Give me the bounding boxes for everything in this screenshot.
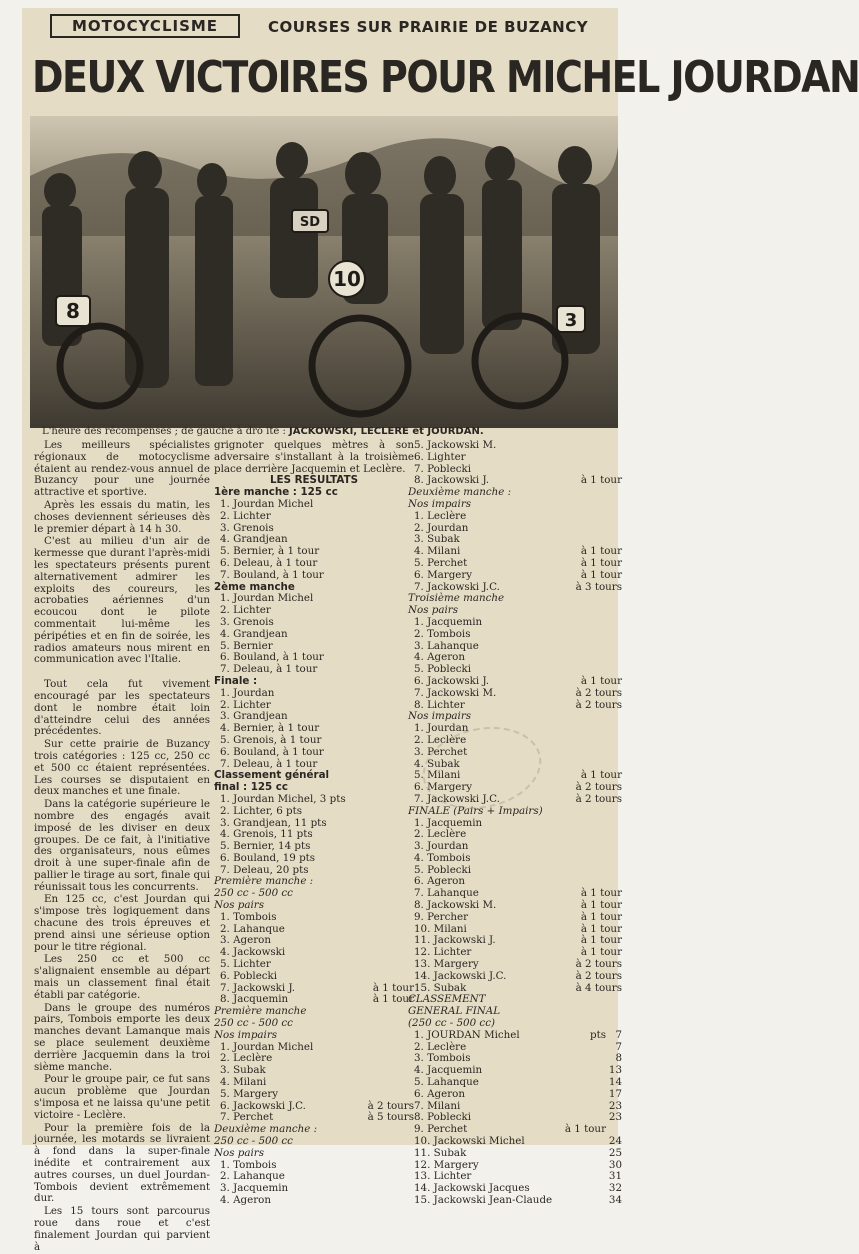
result-name: 3. Subak <box>220 1064 266 1077</box>
result-name: Première manche <box>214 1005 307 1018</box>
standing-unit <box>584 1183 606 1195</box>
result-name: 1. Jourdan Michel, 3 pts <box>220 792 346 805</box>
result-name: 7. Deleau, à 1 tour <box>220 757 318 770</box>
standing-unit <box>584 1065 606 1077</box>
result-name: 8. Lichter <box>414 698 465 711</box>
standing-unit: à 1 tour <box>564 1123 606 1136</box>
result-name: final : 125 cc <box>214 781 289 794</box>
result-row <box>408 570 622 582</box>
result-row <box>214 629 414 641</box>
result-name: 4. Grandjean <box>220 627 288 640</box>
result-name: 10. Milani <box>414 922 467 935</box>
result-gap: à 3 tours <box>575 580 622 593</box>
result-name: 6. Margery <box>414 568 473 581</box>
result-name: 3. Jacquemin <box>220 1182 289 1195</box>
result-gap: à 2 tours <box>575 792 622 805</box>
standing-unit: pts <box>589 1028 606 1041</box>
result-row <box>214 971 414 983</box>
result-name: (250 cc - 500 cc) <box>408 1017 495 1030</box>
result-name: 5. Bernier, à 1 tour <box>220 545 320 558</box>
result-name: 6. Lighter <box>414 450 466 463</box>
result-name: 7. Jackowski J.C. <box>414 792 500 805</box>
result-name: 2. Lahanque <box>220 1170 285 1183</box>
result-name: 4. Milani <box>220 1076 267 1089</box>
standing-name: 14. Jackowski Jacques <box>414 1182 530 1195</box>
plate-number: 10 <box>333 267 361 291</box>
standing-name: 13. Lichter <box>414 1170 472 1183</box>
result-name: 5. Perchet <box>414 556 468 569</box>
result-name: 3. Perchet <box>414 745 468 758</box>
result-row <box>408 912 622 924</box>
result-name: 14. Jackowski J.C. <box>414 969 507 982</box>
standing-points: 23 <box>608 1111 622 1124</box>
standing-unit <box>584 1077 606 1089</box>
result-row <box>408 676 622 688</box>
paragraph: Les 15 tours sont parcourus roue dans roue et c'est finalement Jourdan qui parvient à <box>34 1205 210 1253</box>
standing-points: 25 <box>608 1146 622 1159</box>
result-name: Nos pairs <box>408 604 458 617</box>
result-name: 5. Lichter <box>220 958 271 971</box>
result-row <box>214 794 414 806</box>
result-gap: à 1 tour <box>580 934 622 947</box>
plate-number: 3 <box>564 310 578 331</box>
result-name: 8. Jackowski J. <box>414 474 490 487</box>
article-header <box>22 8 618 42</box>
standing-name: 2. Leclère <box>414 1040 467 1053</box>
result-row <box>214 499 414 511</box>
result-row <box>214 1089 414 1101</box>
article-body <box>22 439 622 1253</box>
result-name: 2. Lahanque <box>220 922 285 935</box>
standing-unit <box>584 1136 606 1148</box>
caption-names: JACKOWSKI, LECLERE et JOURDAN. <box>289 426 484 437</box>
result-name: 1. Jacquemin <box>414 816 483 829</box>
paragraph: Dans le groupe des numéros pairs, Tombois emporte les deux manches devant Lamanque mais se place seulement deuxième derrière Jacquemin dans la troi sième manche. <box>34 1001 210 1073</box>
result-name: 7. Deleau, à 1 tour <box>220 663 318 676</box>
photo-illustration <box>30 116 618 428</box>
result-row <box>408 688 622 700</box>
result-name: 6. Poblecki <box>220 969 278 982</box>
result-name: 12. Lichter <box>414 946 472 959</box>
result-row <box>214 912 414 924</box>
standing-points: 23 <box>608 1099 622 1112</box>
standing-unit <box>584 1089 606 1101</box>
standing-name: 7. Milani <box>414 1099 461 1112</box>
result-name: Nos pairs <box>214 1146 264 1159</box>
paragraph: Sur cette prairie de Buzancy trois catégories : 125 cc, 250 cc et 500 cc étaient représentées. Les courses se disputaient en deux manches et une finale. <box>34 738 210 798</box>
shirt-logo: SD <box>299 215 321 230</box>
result-name: Nos impairs <box>408 497 472 510</box>
result-name: 3. Lahanque <box>414 639 479 652</box>
standing-name: 5. Lahanque <box>414 1076 479 1089</box>
result-name: 1. Jourdan Michel <box>220 1040 314 1053</box>
result-name: 7. Deleau, 20 pts <box>220 863 309 876</box>
result-name: 4. Milani <box>414 545 461 558</box>
results-title: LES RESULTATS <box>269 474 359 487</box>
result-name: 6. Deleau, à 1 tour <box>220 556 318 569</box>
result-gap: à 2 tours <box>575 969 622 982</box>
standing-unit <box>584 1053 606 1065</box>
result-heading <box>214 1148 414 1160</box>
result-name: 250 cc - 500 cc <box>214 1017 293 1030</box>
result-gap: à 1 tour <box>580 568 622 581</box>
result-gap: à 1 tour <box>580 910 622 923</box>
result-gap: à 1 tour <box>580 674 622 687</box>
result-name: 4. Grenois, 11 pts <box>220 828 313 841</box>
result-name: 1. Jourdan Michel <box>220 592 314 605</box>
result-name: 5. Bernier, 14 pts <box>220 840 311 853</box>
result-heading <box>214 676 414 688</box>
paragraph: Les meilleurs spécialistes régionaux de motocyclisme étaient au rendez-vous annuel de Buzancy pour une journée attractive et sportive. <box>34 439 210 499</box>
result-name: CLASSEMENT <box>408 993 486 1006</box>
result-name: 7. Perchet <box>220 1111 274 1124</box>
article-column-1 <box>34 440 210 1254</box>
result-gap: à 1 tour <box>580 922 622 935</box>
result-name: 3. Grenois <box>220 615 274 628</box>
result-row <box>408 511 622 523</box>
result-name: 3. Grenois <box>220 521 274 534</box>
paragraph: Les 250 cc et 500 cc s'alignaient ensemble au départ mais un classement final était établi par catégorie. <box>34 953 210 1001</box>
result-gap: à 1 tour <box>580 899 622 912</box>
result-name: 3. Ageron <box>220 934 271 947</box>
result-name: Nos impairs <box>408 710 472 723</box>
result-row <box>408 452 622 464</box>
result-heading <box>408 806 622 818</box>
result-name: 3. Jourdan <box>414 840 469 853</box>
result-name: 5. Margery <box>220 1087 279 1100</box>
section-rubric: MOTOCYCLISME <box>50 14 240 38</box>
result-gap: à 1 tour <box>580 474 622 487</box>
result-name: 5. Poblecki <box>414 663 472 676</box>
result-name: 1. Jacquemin <box>414 615 483 628</box>
result-name: 1ère manche : 125 cc <box>214 486 338 499</box>
result-row <box>214 688 414 700</box>
result-name: 3. Grandjean, 11 pts <box>220 816 327 829</box>
result-row <box>408 971 622 983</box>
result-gap: à 1 tour <box>580 946 622 959</box>
result-name: 250 cc - 500 cc <box>214 887 293 900</box>
result-gap: à 2 tours <box>575 958 622 971</box>
paragraph: Dans la catégorie supérieure le nombre des engagés avait imposé de les diviser en deux groupes. De ce fait, à l'initiative des organisateurs, nous eûmes droit à une super-finale afin de pallier le tirage au sort, finale qui réunissait tous les concurrents. <box>34 798 210 893</box>
standing-points: 13 <box>608 1064 622 1077</box>
standing-unit <box>584 1042 606 1054</box>
result-name: 250 cc - 500 cc <box>214 1135 293 1148</box>
result-gap: à 1 tour <box>580 545 622 558</box>
result-name: 6. Bouland, à 1 tour <box>220 651 324 664</box>
result-gap: à 2 tours <box>575 686 622 699</box>
result-name: 5. Jackowski M. <box>414 439 497 451</box>
results-column-3 <box>408 440 622 1207</box>
paragraph: Après les essais du matin, les choses deviennent sérieuses dès le premier départ à 14 h 30. <box>34 498 210 535</box>
standing-name: 11. Subak <box>414 1146 467 1159</box>
result-name: 3. Subak <box>414 533 460 546</box>
paragraph: grignoter quelques mètres à son adversaire s'installant à la troisième place derrière Jacquemin et Leclère. <box>214 439 414 475</box>
result-gap: à 1 tour <box>372 981 414 994</box>
standing-name: 3. Tombois <box>414 1052 471 1065</box>
result-gap: à 2 tours <box>367 1099 414 1112</box>
standing-points: 30 <box>608 1158 622 1171</box>
caption-text: L'heure des récompenses ; de gauche à dro ite : <box>42 426 289 437</box>
standing-unit <box>584 1101 606 1113</box>
result-row <box>214 558 414 570</box>
result-name: 6. Ageron <box>414 875 465 888</box>
results-list <box>214 487 414 1207</box>
standing-row <box>408 1195 622 1207</box>
result-name: 7. Jackowski J.C. <box>414 580 500 593</box>
result-row <box>214 735 414 747</box>
result-gap: à 2 tours <box>575 698 622 711</box>
photo-caption <box>42 426 617 437</box>
result-name: 5. Bernier <box>220 639 273 652</box>
result-name: 7. Lahanque <box>414 887 479 900</box>
standing-name: 12. Margery <box>414 1158 479 1171</box>
result-name: 5. Milani <box>414 769 461 782</box>
result-name: GENERAL FINAL <box>408 1005 501 1018</box>
result-name: Première manche : <box>214 875 314 888</box>
result-name: 5. Poblecki <box>414 863 472 876</box>
result-name: 2. Leclère <box>414 733 467 746</box>
result-name: Finale : <box>214 674 258 687</box>
result-row <box>214 617 414 629</box>
result-gap: à 2 tours <box>575 781 622 794</box>
result-name: 2. Leclère <box>220 1052 273 1065</box>
standing-points: 24 <box>608 1135 622 1148</box>
headline: DEUX VICTOIRES POUR MICHEL JOURDAN <box>32 51 859 103</box>
standing-points: 31 <box>608 1170 622 1183</box>
result-name: 1. Leclère <box>414 509 467 522</box>
result-name: FINALE (Pairs + Impairs) <box>408 804 543 817</box>
result-name: 6. Margery <box>414 781 473 794</box>
result-row <box>214 747 414 759</box>
result-name: 15. Subak <box>414 981 467 994</box>
result-name: 1. Tombois <box>220 1158 277 1171</box>
result-name: 9. Percher <box>414 910 468 923</box>
result-name: 4. Bernier, à 1 tour <box>220 722 320 735</box>
paragraph: Tout cela fut vivement encouragé par les spectateurs dont le nombre était loin d'atteindre celui des années précédentes. <box>34 678 210 738</box>
result-name: 1. Jourdan Michel <box>220 497 314 510</box>
result-name: 4. Ageron <box>414 651 465 664</box>
result-row <box>408 558 622 570</box>
result-name: 2ème manche <box>214 580 295 593</box>
result-name: 2. Lichter <box>220 604 271 617</box>
result-name: 7. Jackowski M. <box>414 686 497 699</box>
standing-points: 32 <box>608 1182 622 1195</box>
standing-points: 8 <box>615 1052 622 1065</box>
result-name: 1. Jourdan <box>414 722 469 735</box>
standing-points: 14 <box>608 1076 622 1089</box>
result-row <box>408 853 622 865</box>
result-gap: à 1 tour <box>580 556 622 569</box>
result-name: 2. Leclère <box>414 828 467 841</box>
standing-name: 1. JOURDAN Michel <box>414 1028 520 1041</box>
standing-name: 6. Ageron <box>414 1087 465 1100</box>
standing-points: 7 <box>615 1028 622 1041</box>
result-name: 4. Subak <box>414 757 460 770</box>
standing-points: 34 <box>608 1194 622 1206</box>
result-name: 1. Jourdan <box>220 686 275 699</box>
standing-row <box>408 1148 622 1160</box>
standing-name: 10. Jackowski Michel <box>414 1135 525 1148</box>
paragraph: Pour la première fois de la journée, les motards se livraient à fond dans la super-finale inédite et contrairement aux autres courses, un duel Jourdan-Tombois devient extrêmement dur. <box>34 1121 210 1205</box>
paragraph: C'est au milieu d'un air de kermesse que durant l'après-midi les spectateurs présents purent alternativement admirer les exploits des coureurs, les acrobaties aériennes d'un ecoucou dont le pilote commentait lui-même les péripéties et en fin de soirée, les radios amateurs nous mirent en communication avec l'Italie. <box>34 535 210 666</box>
result-row <box>214 806 414 818</box>
result-heading <box>214 1030 414 1042</box>
result-name: 2. Lichter, 6 pts <box>220 804 303 817</box>
result-name: 5. Grenois, à 1 tour <box>220 733 322 746</box>
standing-unit <box>584 1171 606 1183</box>
result-name: 2. Lichter <box>220 698 271 711</box>
standing-name: 4. Jacquemin <box>414 1064 483 1077</box>
result-name: 6. Bouland, 19 pts <box>220 851 316 864</box>
result-name: 1. Tombois <box>220 910 277 923</box>
standing-unit <box>584 1160 606 1172</box>
standing-unit <box>584 1148 606 1160</box>
result-name: Deuxième manche : <box>214 1123 318 1136</box>
result-name: 4. Jackowski <box>220 946 286 959</box>
result-row <box>214 570 414 582</box>
standing-name: 15. Jackowski Jean-Claude <box>414 1194 553 1206</box>
standing-row <box>408 1030 622 1042</box>
result-name: 8. Jackowski M. <box>414 899 497 912</box>
result-name: 7. Jackowski J. <box>220 981 296 994</box>
result-name: 6. Jackowski J.C. <box>220 1099 306 1112</box>
standing-row <box>408 1089 622 1101</box>
standing-points: 7 <box>615 1040 622 1053</box>
result-name: 4. Tombois <box>414 851 471 864</box>
result-name: 2. Tombois <box>414 627 471 640</box>
result-name: 6. Jackowski J. <box>414 674 490 687</box>
result-row <box>408 617 622 629</box>
result-name: 7. Bouland, à 1 tour <box>220 568 324 581</box>
result-name: Deuxième manche : <box>408 486 512 499</box>
plate-number: 8 <box>66 299 80 323</box>
result-name: Classement général <box>214 769 330 782</box>
standing-points: 17 <box>608 1087 622 1100</box>
result-name: 4. Grandjean <box>220 533 288 546</box>
results-column-2 <box>214 440 414 1207</box>
result-name: 3. Grandjean <box>220 710 288 723</box>
event-subhead: COURSES SUR PRAIRIE DE BUZANCY <box>268 18 589 36</box>
standing-unit <box>584 1195 606 1207</box>
result-row <box>214 511 414 523</box>
result-row <box>214 853 414 865</box>
result-row <box>214 1195 414 1207</box>
result-name: 7. Poblecki <box>414 462 472 475</box>
result-name: Troisième manche <box>408 592 505 605</box>
result-name: 2. Lichter <box>220 509 271 522</box>
final-standings <box>408 1030 622 1207</box>
result-name: 11. Jackowski J. <box>414 934 496 947</box>
standing-name: 8. Poblecki <box>414 1111 472 1124</box>
result-heading <box>408 499 622 511</box>
standing-name: 9. Perchet <box>414 1123 468 1136</box>
newspaper-clipping <box>22 8 859 1253</box>
result-name: 13. Margery <box>414 958 479 971</box>
result-name: 8. Jacquemin <box>220 993 289 1006</box>
result-gap: à 1 tour <box>372 993 414 1006</box>
result-name: Nos pairs <box>214 899 264 912</box>
result-name: 2. Jourdan <box>414 521 469 534</box>
result-gap: à 5 tours <box>367 1111 414 1124</box>
result-name: Nos impairs <box>214 1028 278 1041</box>
result-row <box>408 629 622 641</box>
ceremony-photo <box>30 116 618 428</box>
paragraph: En 125 cc, c'est Jourdan qui s'impose très logiquement dans chacune des trois épreuves et prend ainsi une sérieuse option pour le titre régional. <box>34 893 210 953</box>
result-gap: à 1 tour <box>580 769 622 782</box>
result-gap: à 4 tours <box>575 981 622 994</box>
result-gap: à 1 tour <box>580 887 622 900</box>
result-name: 4. Ageron <box>220 1194 271 1206</box>
result-name: 6. Bouland, à 1 tour <box>220 745 324 758</box>
paragraph: Pour le groupe pair, ce fut sans aucun problème que Jourdan s'imposa et ne laissa qu'une petit victoire - Leclère. <box>34 1073 210 1121</box>
